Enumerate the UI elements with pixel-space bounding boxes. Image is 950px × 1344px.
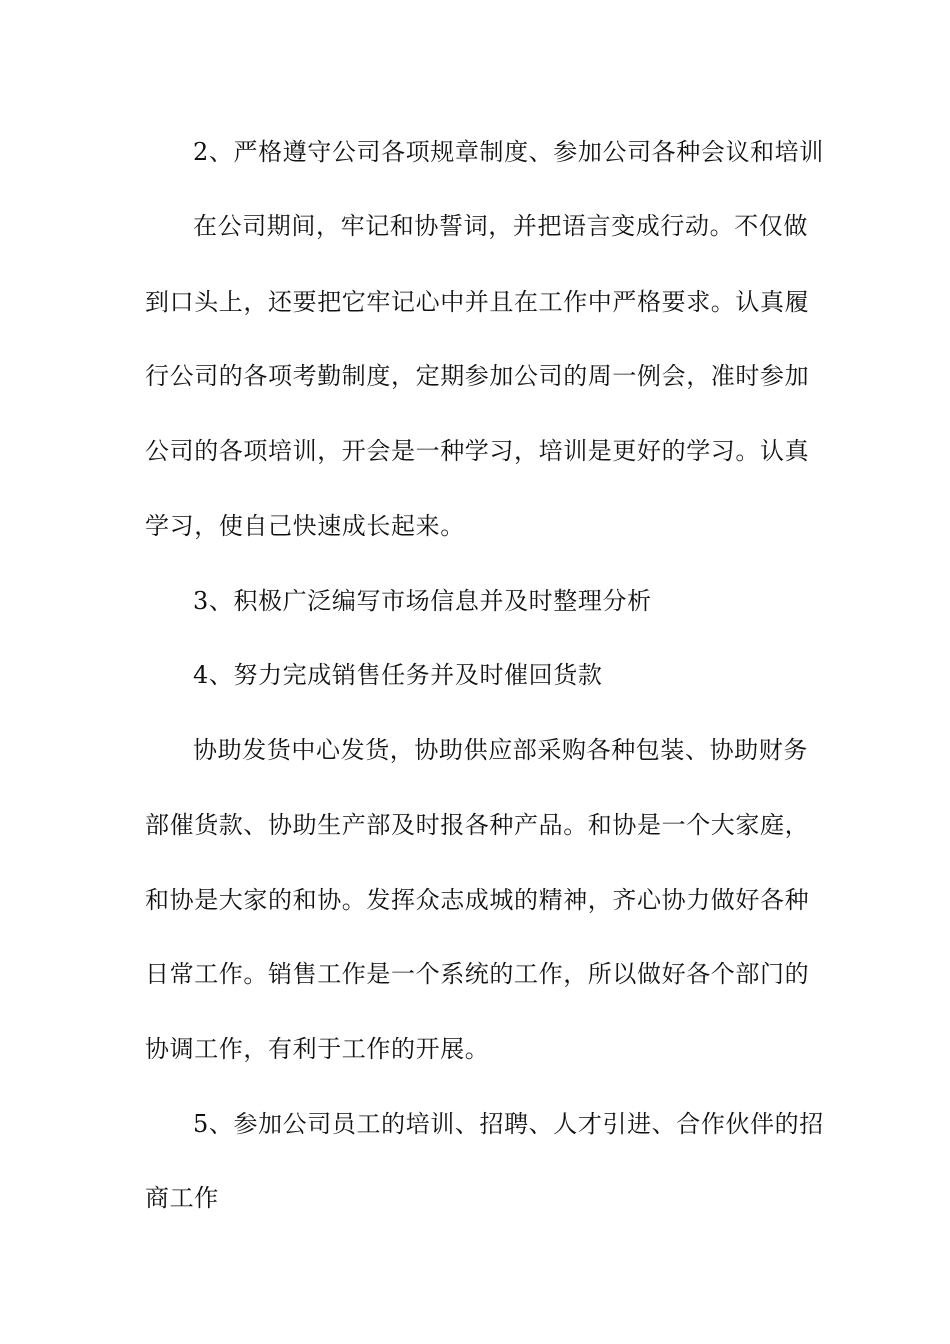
paragraph-line: 公司的各项培训，开会是一种学习，培训是更好的学习。认真: [145, 437, 810, 465]
heading-item-3: 3、积极广泛编写市场信息并及时整理分析: [193, 587, 652, 615]
paragraph-line: 日常工作。销售工作是一个系统的工作，所以做好各个部门的: [145, 960, 810, 988]
heading-item-5-continuation: 商工作: [145, 1184, 219, 1212]
heading-item-2: 2、严格遵守公司各项规章制度、参加公司各种会议和培训: [193, 138, 824, 166]
paragraph-line: 学习，使自己快速成长起来。: [145, 512, 465, 540]
paragraph-line: 协助发货中心发货，协助供应部采购各种包装、协助财务: [193, 736, 808, 764]
heading-item-5: 5、参加公司员工的培训、招聘、人才引进、合作伙伴的招: [193, 1110, 824, 1138]
paragraph-line: 协调工作，有利于工作的开展。: [145, 1035, 490, 1063]
heading-item-4: 4、努力完成销售任务并及时催回货款: [193, 661, 603, 689]
paragraph-line: 在公司期间，牢记和协誓词，并把语言变成行动。不仅做: [193, 212, 808, 240]
paragraph-line: 和协是大家的和协。发挥众志成城的精神，齐心协力做好各种: [145, 886, 810, 914]
paragraph-line: 到口头上，还要把它牢记心中并且在工作中严格要求。认真履: [145, 288, 810, 316]
paragraph-line: 部催货款、协助生产部及时报各种产品。和协是一个大家庭，: [145, 811, 810, 839]
paragraph-line: 行公司的各项考勤制度，定期参加公司的周一例会，准时参加: [145, 362, 810, 390]
